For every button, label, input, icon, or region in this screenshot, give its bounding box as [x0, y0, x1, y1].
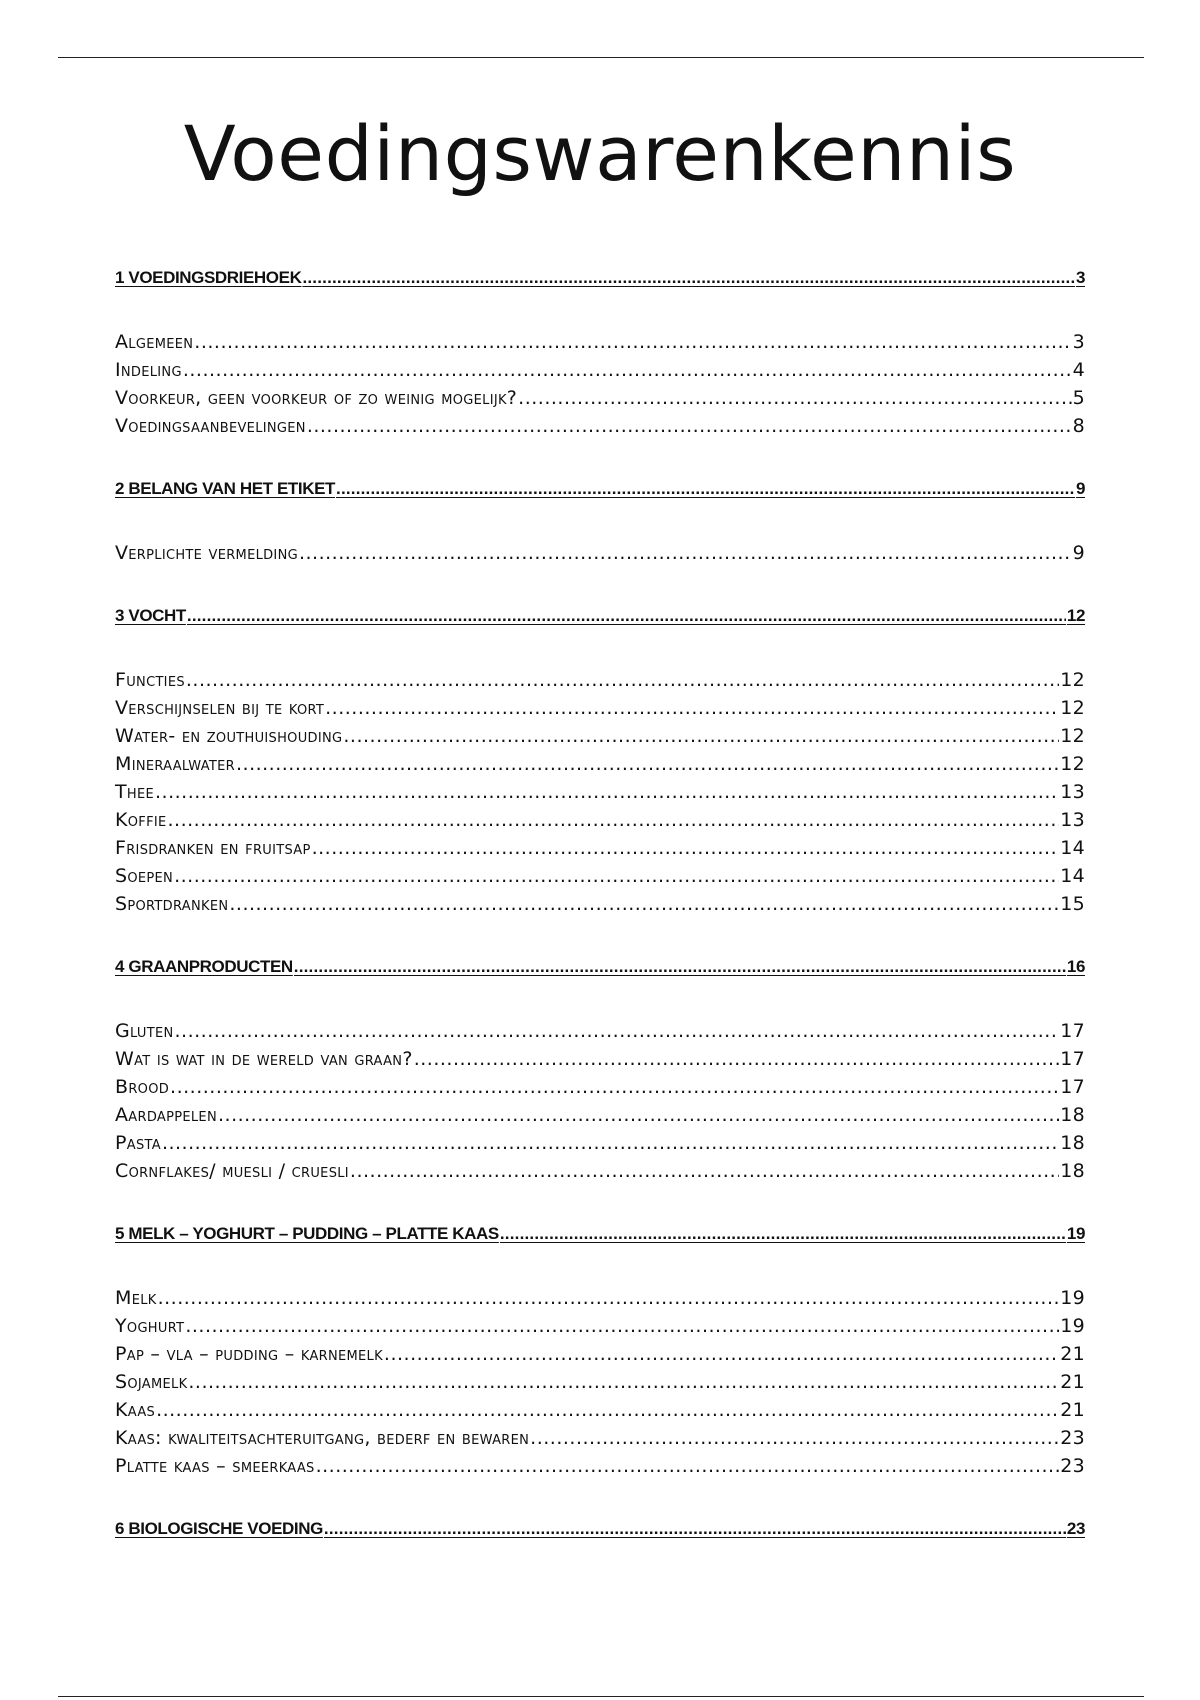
toc-section-title: Brood [115, 1076, 170, 1098]
toc-section-page-number: 15 [1060, 893, 1085, 915]
toc-section-title: Frisdranken en fruitsap [115, 837, 311, 859]
toc-section-entry[interactable] [115, 725, 1085, 753]
toc-section-entry[interactable] [115, 1371, 1085, 1399]
toc-section-entry[interactable] [115, 1455, 1085, 1483]
toc-chapter-page-number: 23 [1066, 1519, 1085, 1538]
toc-chapter-title: 5 MELK – YOGHURT – PUDDING – PLATTE KAAS [115, 1224, 499, 1243]
toc-section-title: Voedingsaanbevelingen [115, 415, 306, 437]
toc-chapter-title: 2 BELANG VAN HET ETIKET [115, 479, 336, 498]
toc-dot-leader [307, 415, 1072, 437]
toc-chapter-entry[interactable] [115, 957, 1085, 985]
toc-chapter-entry[interactable] [115, 1224, 1085, 1252]
toc-dot-leader [324, 1519, 1066, 1539]
toc-section-page-number: 18 [1060, 1132, 1085, 1154]
toc-dot-leader [162, 1132, 1059, 1154]
toc-dot-leader [294, 957, 1066, 977]
toc-section-page-number: 12 [1060, 753, 1085, 775]
toc-chapter-page-number: 12 [1066, 606, 1085, 625]
toc-dot-leader [187, 606, 1066, 626]
toc-spacer [115, 507, 1085, 542]
toc-section-page-number: 14 [1060, 865, 1085, 887]
toc-section-page-number: 21 [1060, 1399, 1085, 1421]
toc-chapter-page-number: 3 [1075, 268, 1085, 287]
document-title: Voedingswarenkennis [183, 109, 1017, 198]
toc-section-entry[interactable] [115, 893, 1085, 921]
toc-section-entry[interactable] [115, 837, 1085, 865]
toc-section-page-number: 8 [1072, 415, 1085, 437]
toc-dot-leader [414, 1048, 1060, 1070]
toc-section-title: Platte kaas – smeerkaas [115, 1455, 315, 1477]
toc-section-page-number: 21 [1060, 1343, 1085, 1365]
toc-dot-leader [336, 479, 1075, 499]
toc-section-entry[interactable] [115, 1104, 1085, 1132]
toc-dot-leader [155, 781, 1059, 803]
toc-dot-leader [218, 1104, 1059, 1126]
toc-dot-leader [229, 893, 1059, 915]
toc-chapter-title: 6 BIOLOGISCHE VOEDING [115, 1519, 323, 1538]
toc-section-title: Melk [115, 1287, 157, 1309]
toc-section-entry[interactable] [115, 387, 1085, 415]
toc-chapter-title: 4 GRAANPRODUCTEN [115, 957, 293, 976]
toc-section-entry[interactable] [115, 1399, 1085, 1427]
toc-section-page-number: 13 [1060, 781, 1085, 803]
toc-dot-leader [194, 331, 1071, 353]
toc-section-page-number: 17 [1060, 1076, 1085, 1098]
toc-section-page-number: 13 [1060, 809, 1085, 831]
toc-section-page-number: 3 [1072, 331, 1085, 353]
toc-dot-leader [185, 1315, 1059, 1337]
toc-dot-leader [183, 359, 1072, 381]
toc-section-title: Thee [115, 781, 155, 803]
toc-section-page-number: 9 [1072, 542, 1085, 564]
toc-section-page-number: 12 [1060, 725, 1085, 747]
toc-section-title: Pasta [115, 1132, 161, 1154]
toc-chapter-entry[interactable] [115, 268, 1085, 296]
toc-section-entry[interactable] [115, 669, 1085, 697]
toc-section-title: Aardappelen [115, 1104, 217, 1126]
toc-dot-leader [186, 669, 1059, 691]
toc-chapter-page-number: 9 [1075, 479, 1085, 498]
toc-section-title: Verplichte vermelding [115, 542, 298, 564]
toc-section-entry[interactable] [115, 1315, 1085, 1343]
toc-section-title: Algemeen [115, 331, 194, 353]
toc-dot-leader [174, 865, 1059, 887]
toc-dot-leader [188, 1371, 1059, 1393]
toc-dot-leader [350, 1160, 1059, 1182]
toc-section-title: Soepen [115, 865, 174, 887]
toc-chapter-entry[interactable] [115, 1519, 1085, 1547]
toc-spacer [115, 1252, 1085, 1287]
toc-dot-leader [158, 1287, 1060, 1309]
toc-section-entry[interactable] [115, 1020, 1085, 1048]
toc-section-page-number: 12 [1060, 669, 1085, 691]
toc-section-page-number: 19 [1060, 1315, 1085, 1337]
toc-section-entry[interactable] [115, 753, 1085, 781]
toc-section-entry[interactable] [115, 1343, 1085, 1371]
toc-spacer [115, 296, 1085, 331]
toc-dot-leader [384, 1343, 1059, 1365]
toc-chapter-title: 1 VOEDINGSDRIEHOEK [115, 268, 302, 287]
toc-section-title: Gluten [115, 1020, 174, 1042]
toc-section-title: Wat is wat in de wereld van graan? [115, 1048, 413, 1070]
toc-section-entry[interactable] [115, 1160, 1085, 1188]
toc-section-title: Water- en zouthuishouding [115, 725, 343, 747]
toc-dot-leader [156, 1399, 1059, 1421]
toc-section-entry[interactable] [115, 809, 1085, 837]
toc-section-page-number: 18 [1060, 1160, 1085, 1182]
toc-section-entry[interactable] [115, 1076, 1085, 1104]
toc-section-entry[interactable] [115, 1287, 1085, 1315]
toc-dot-leader [518, 387, 1071, 409]
toc-chapter-title: 3 VOCHT [115, 606, 186, 625]
toc-section-title: Mineraalwater [115, 753, 235, 775]
toc-section-entry[interactable] [115, 697, 1085, 725]
toc-chapter-entry[interactable] [115, 479, 1085, 507]
toc-section-title: Yoghurt [115, 1315, 185, 1337]
toc-dot-leader [236, 753, 1059, 775]
toc-dot-leader [170, 1076, 1059, 1098]
toc-section-page-number: 18 [1060, 1104, 1085, 1126]
toc-spacer [115, 1483, 1085, 1519]
toc-section-page-number: 23 [1060, 1455, 1085, 1477]
toc-dot-leader [299, 542, 1072, 564]
toc-chapter-entry[interactable] [115, 606, 1085, 634]
toc-section-title: Sojamelk [115, 1371, 188, 1393]
toc-spacer [115, 985, 1085, 1020]
toc-section-entry[interactable] [115, 1132, 1085, 1160]
toc-dot-leader [312, 837, 1060, 859]
toc-dot-leader [168, 809, 1060, 831]
toc-section-title: Kaas [115, 1399, 156, 1421]
toc-dot-leader [175, 1020, 1060, 1042]
toc-dot-leader [325, 697, 1059, 719]
toc-section-title: Voorkeur, geen voorkeur of zo weinig mogelijk? [115, 387, 518, 409]
toc-section-title: Sportdranken [115, 893, 229, 915]
toc-section-entry[interactable] [115, 1048, 1085, 1076]
toc-section-page-number: 17 [1060, 1048, 1085, 1070]
toc-chapter-page-number: 16 [1066, 957, 1085, 976]
toc-dot-leader [343, 725, 1059, 747]
toc-section-entry[interactable] [115, 781, 1085, 809]
toc-spacer [115, 634, 1085, 669]
toc-section-page-number: 14 [1060, 837, 1085, 859]
toc-dot-leader [302, 268, 1074, 288]
toc-section-title: Kaas: kwaliteitsachteruitgang, bederf en bewaren [115, 1427, 530, 1449]
toc-section-title: Pap – vla – pudding – karnemelk [115, 1343, 383, 1365]
toc-section-title: Cornflakes/ muesli / cruesli [115, 1160, 349, 1182]
toc-section-entry[interactable] [115, 1427, 1085, 1455]
toc-section-page-number: 23 [1060, 1427, 1085, 1449]
toc-section-page-number: 4 [1072, 359, 1085, 381]
toc-section-page-number: 17 [1060, 1020, 1085, 1042]
bottom-rule [58, 1696, 1144, 1697]
toc-section-page-number: 19 [1060, 1287, 1085, 1309]
top-rule [58, 57, 1144, 58]
toc-section-entry[interactable] [115, 331, 1085, 359]
toc-spacer [115, 921, 1085, 957]
toc-spacer [115, 1188, 1085, 1224]
toc-section-title: Functies [115, 669, 185, 691]
toc-spacer [115, 570, 1085, 606]
toc-section-page-number: 5 [1072, 387, 1085, 409]
toc-section-entry[interactable] [115, 359, 1085, 387]
toc-section-title: Koffie [115, 809, 167, 831]
toc-section-entry[interactable] [115, 865, 1085, 893]
toc-dot-leader [500, 1224, 1066, 1244]
toc-section-page-number: 21 [1060, 1371, 1085, 1393]
toc-dot-leader [316, 1455, 1060, 1477]
toc-section-entry[interactable] [115, 415, 1085, 443]
table-of-contents [115, 268, 1085, 1547]
toc-spacer [115, 443, 1085, 479]
toc-section-title: Indeling [115, 359, 182, 381]
toc-section-title: Verschijnselen bij te kort [115, 697, 325, 719]
toc-section-page-number: 12 [1060, 697, 1085, 719]
toc-section-entry[interactable] [115, 542, 1085, 570]
toc-chapter-page-number: 19 [1066, 1224, 1085, 1243]
toc-dot-leader [530, 1427, 1059, 1449]
